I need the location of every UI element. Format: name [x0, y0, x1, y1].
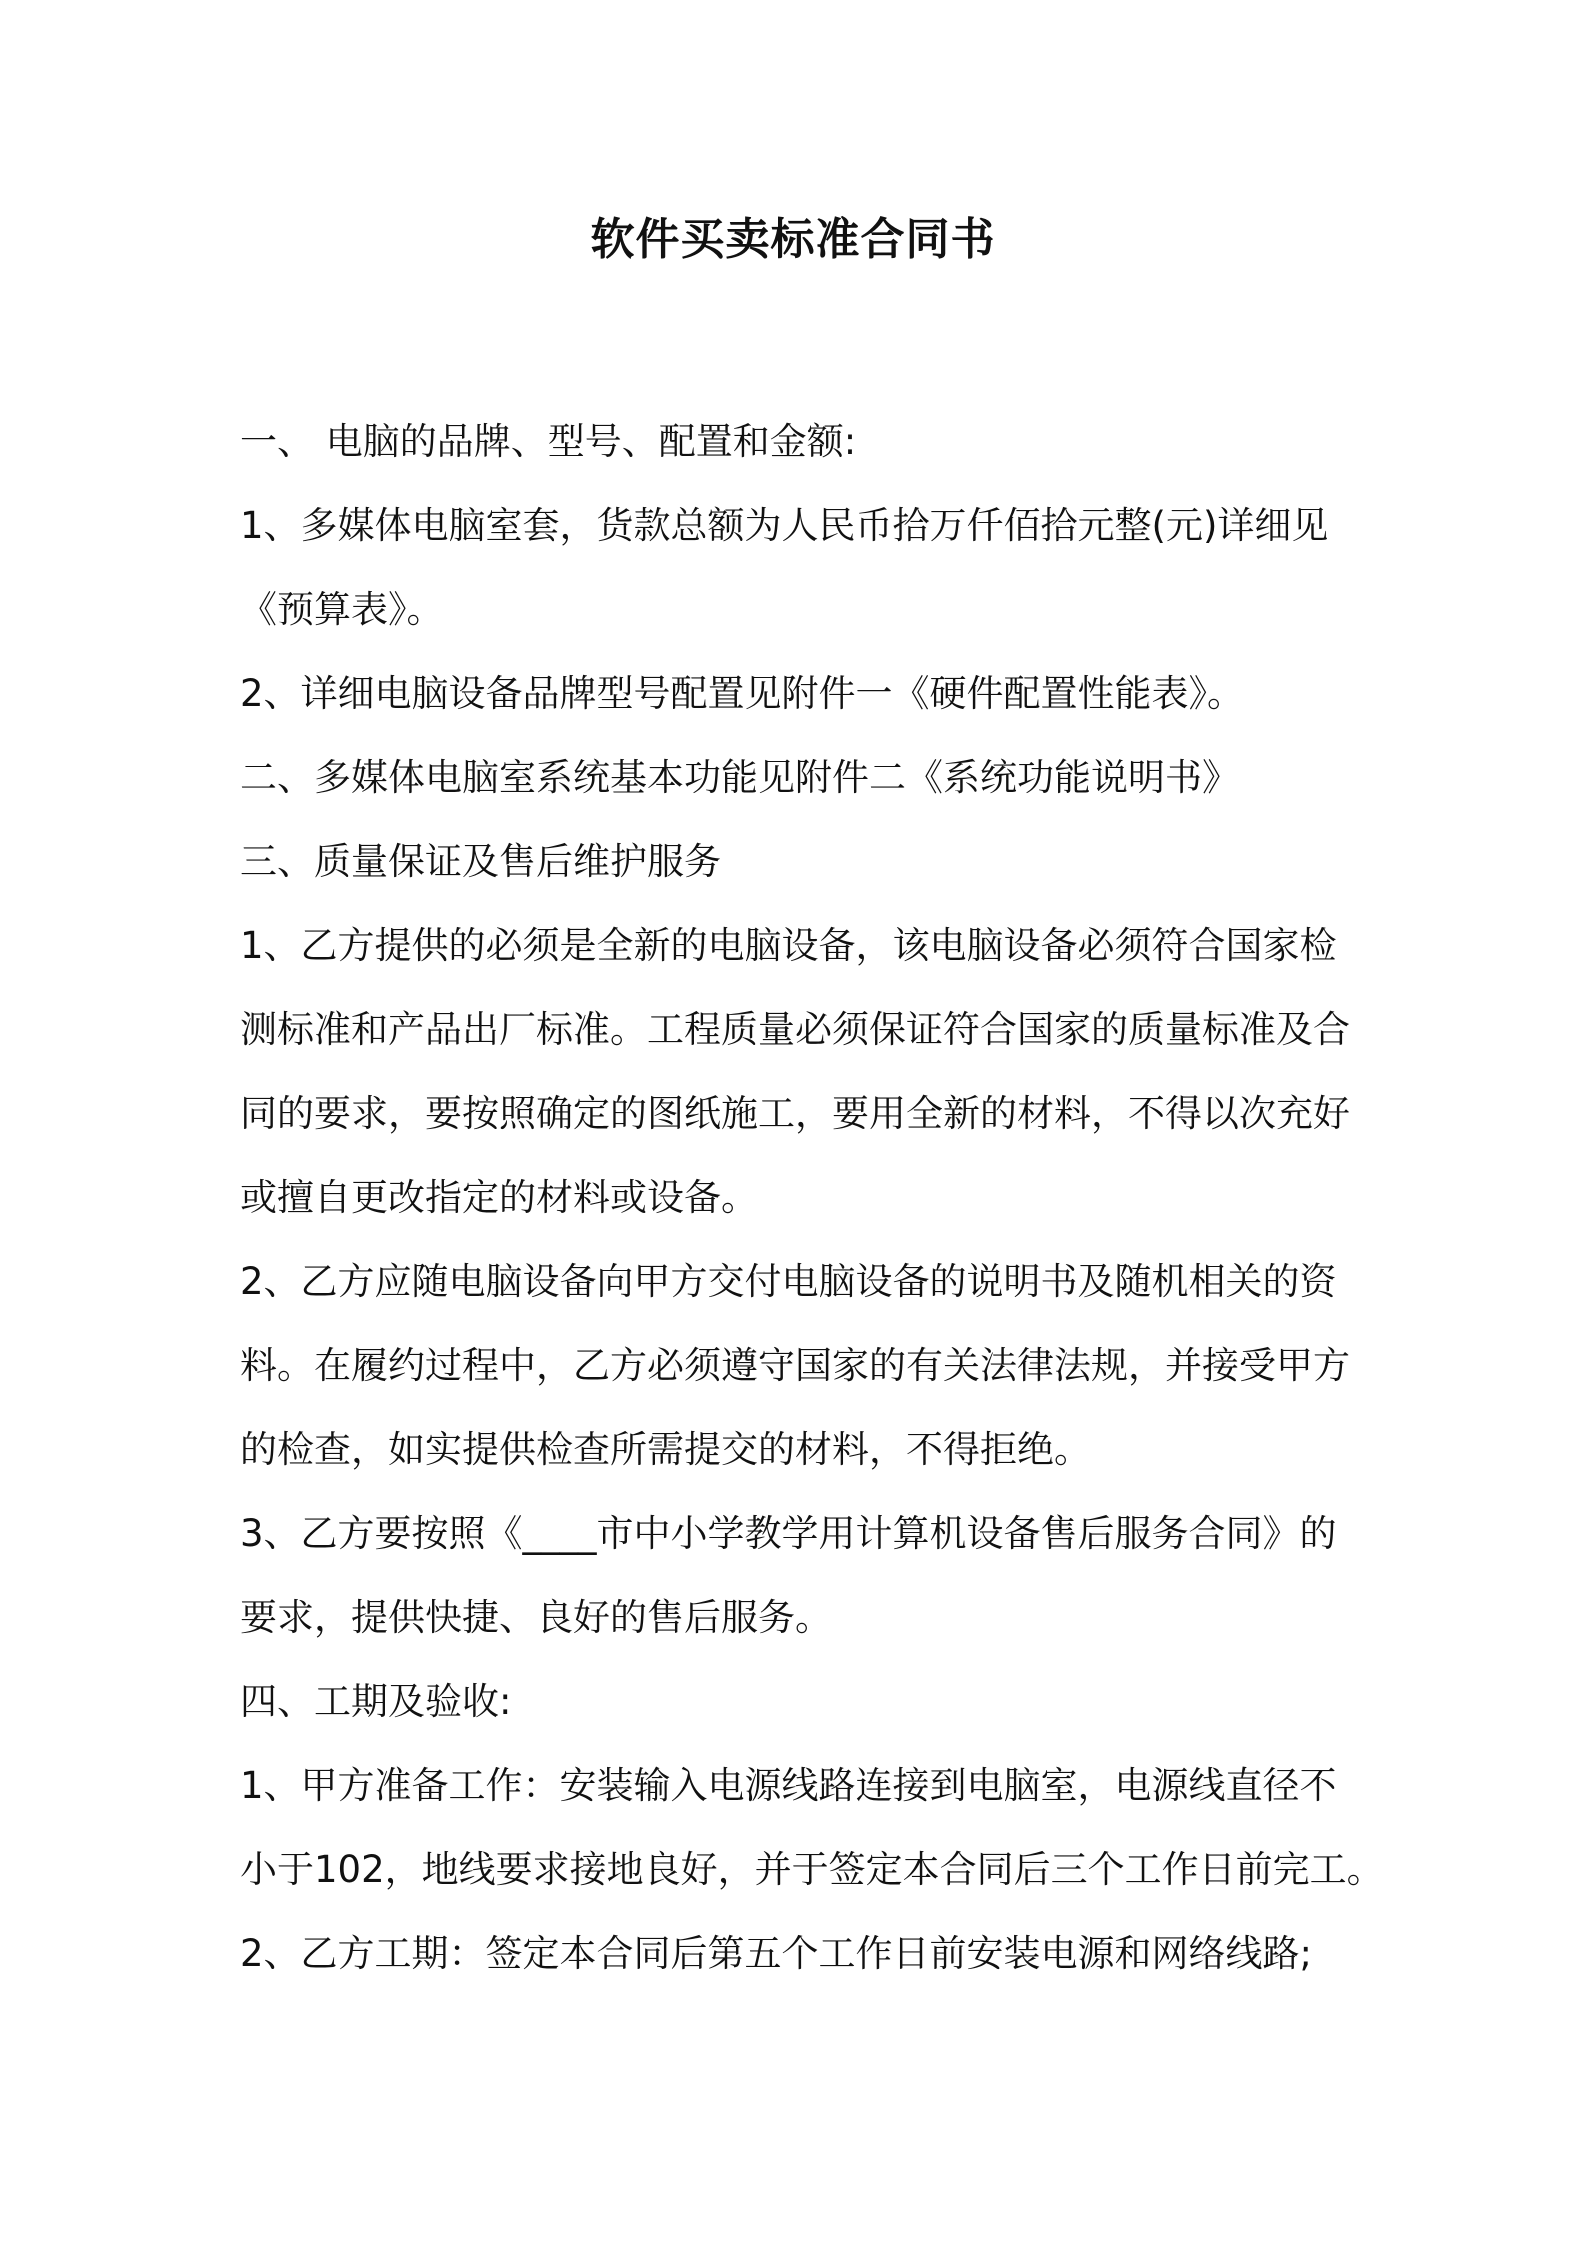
section-heading: 四、工期及验收:: [240, 1680, 512, 1723]
text-line: 的检查，如实提供检查所需提交的材料，不得拒绝。: [240, 1428, 1091, 1471]
section-heading: 二、多媒体电脑室系统基本功能见附件二《系统功能说明书》: [240, 756, 1239, 799]
section-heading: 三、质量保证及售后维护服务: [240, 840, 721, 883]
text-line: 1、乙方提供的必须是全新的电脑设备，该电脑设备必须符合国家检: [240, 924, 1337, 967]
document-title: 软件买卖标准合同书: [590, 214, 996, 265]
text-line: 2、乙方应随电脑设备向甲方交付电脑设备的说明书及随机相关的资: [240, 1260, 1337, 1303]
text-line: 要求，提供快捷、良好的售后服务。: [240, 1596, 832, 1639]
text-line: 《预算表》。: [240, 588, 444, 631]
text-line: 2、乙方工期：签定本合同后第五个工作日前安装电源和网络线路;: [240, 1932, 1313, 1975]
text-line: 2、详细电脑设备品牌型号配置见附件一《硬件配置性能表》。: [240, 672, 1245, 715]
document-body: [240, 400, 1384, 1996]
text-line: 1、多媒体电脑室套，货款总额为人民币拾万仟佰拾元整(元)详细见: [240, 504, 1329, 547]
text-line: 测标准和产品出厂标准。工程质量必须保证符合国家的质量标准及合: [240, 1008, 1350, 1051]
text-line: 料。在履约过程中，乙方必须遵守国家的有关法律法规，并接受甲方: [240, 1344, 1350, 1387]
text-line: 同的要求，要按照确定的图纸施工，要用全新的材料，不得以次充好: [240, 1092, 1350, 1135]
text-line: 小于102，地线要求接地良好，并于签定本合同后三个工作日前完工。: [240, 1848, 1384, 1891]
section-heading: 一、 电脑的品牌、型号、配置和金额:: [240, 420, 857, 463]
text-line: 1、甲方准备工作：安装输入电源线路连接到电脑室，电源线直径不: [240, 1764, 1337, 1807]
text-line: 3、乙方要按照《____市中小学教学用计算机设备售后服务合同》的: [240, 1512, 1337, 1555]
text-line: 或擅自更改指定的材料或设备。: [240, 1176, 758, 1219]
